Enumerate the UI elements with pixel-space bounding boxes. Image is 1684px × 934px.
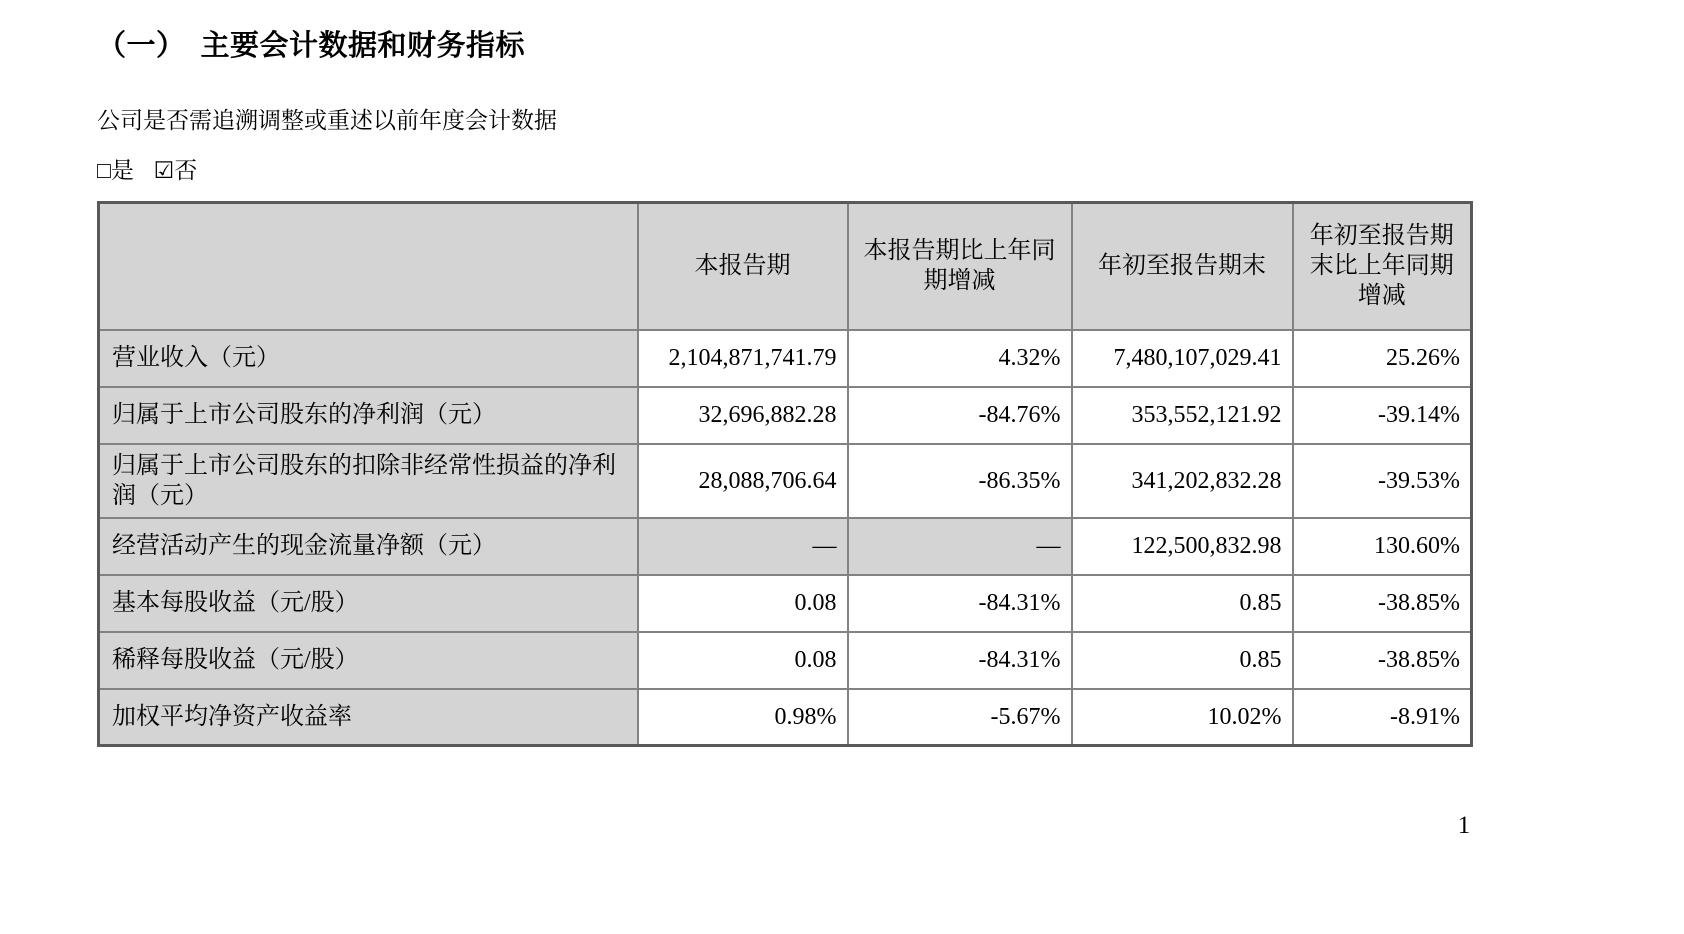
cell-value: 28,088,706.64 xyxy=(638,444,848,518)
cell-value: 10.02% xyxy=(1072,689,1293,746)
checkbox-no-checked: ☑否 xyxy=(153,158,198,183)
cell-value: 0.08 xyxy=(638,632,848,689)
row-label: 归属于上市公司股东的净利润（元） xyxy=(99,387,638,444)
row-label: 稀释每股收益（元/股） xyxy=(99,632,638,689)
table-row xyxy=(99,689,1472,746)
row-label: 经营活动产生的现金流量净额（元） xyxy=(99,518,638,575)
table-row xyxy=(99,444,1472,518)
cell-value: 25.26% xyxy=(1293,330,1472,387)
row-label: 基本每股收益（元/股） xyxy=(99,575,638,632)
corner-header-cell xyxy=(99,203,638,330)
cell-value: 0.85 xyxy=(1072,632,1293,689)
cell-value: -8.91% xyxy=(1293,689,1472,746)
page-number: 1 xyxy=(1457,812,1471,839)
cell-value: 0.08 xyxy=(638,575,848,632)
cell-value: -38.85% xyxy=(1293,575,1472,632)
section-title: （一） 主要会计数据和财务指标 xyxy=(97,30,526,62)
cell-value: 4.32% xyxy=(848,330,1072,387)
row-label: 归属于上市公司股东的扣除非经常性损益的净利润（元） xyxy=(99,444,638,518)
table-row xyxy=(99,632,1472,689)
checkbox-line xyxy=(97,156,1470,186)
financial-indicators-table xyxy=(97,201,1473,747)
cell-value: 32,696,882.28 xyxy=(638,387,848,444)
row-label: 营业收入（元） xyxy=(99,330,638,387)
cell-value: 341,202,832.28 xyxy=(1072,444,1293,518)
cell-value: 130.60% xyxy=(1293,518,1472,575)
cell-value: — xyxy=(848,518,1072,575)
column-header: 本报告期 xyxy=(638,203,848,330)
cell-value: 7,480,107,029.41 xyxy=(1072,330,1293,387)
table-row xyxy=(99,575,1472,632)
table-header-row xyxy=(99,203,1472,330)
cell-value: 2,104,871,741.79 xyxy=(638,330,848,387)
cell-value: -5.67% xyxy=(848,689,1072,746)
cell-value: -84.31% xyxy=(848,632,1072,689)
table-row xyxy=(99,518,1472,575)
cell-value: -39.14% xyxy=(1293,387,1472,444)
row-label: 加权平均净资产收益率 xyxy=(99,689,638,746)
column-header: 本报告期比上年同期增减 xyxy=(848,203,1072,330)
cell-value: — xyxy=(638,518,848,575)
cell-value: -86.35% xyxy=(848,444,1072,518)
cell-value: 0.98% xyxy=(638,689,848,746)
checkbox-yes: □是 xyxy=(97,158,134,183)
table-body xyxy=(99,330,1472,746)
cell-value: -39.53% xyxy=(1293,444,1472,518)
cell-value: -84.31% xyxy=(848,575,1072,632)
document-content xyxy=(97,0,1470,747)
cell-value: 353,552,121.92 xyxy=(1072,387,1293,444)
table-row xyxy=(99,387,1472,444)
table-row xyxy=(99,330,1472,387)
cell-value: -84.76% xyxy=(848,387,1072,444)
cell-value: 0.85 xyxy=(1072,575,1293,632)
cell-value: 122,500,832.98 xyxy=(1072,518,1293,575)
column-header: 年初至报告期末比上年同期增减 xyxy=(1293,203,1472,330)
column-header: 年初至报告期末 xyxy=(1072,203,1293,330)
retrospective-adjustment-question: 公司是否需追溯调整或重述以前年度会计数据 xyxy=(97,108,557,133)
cell-value: -38.85% xyxy=(1293,632,1472,689)
